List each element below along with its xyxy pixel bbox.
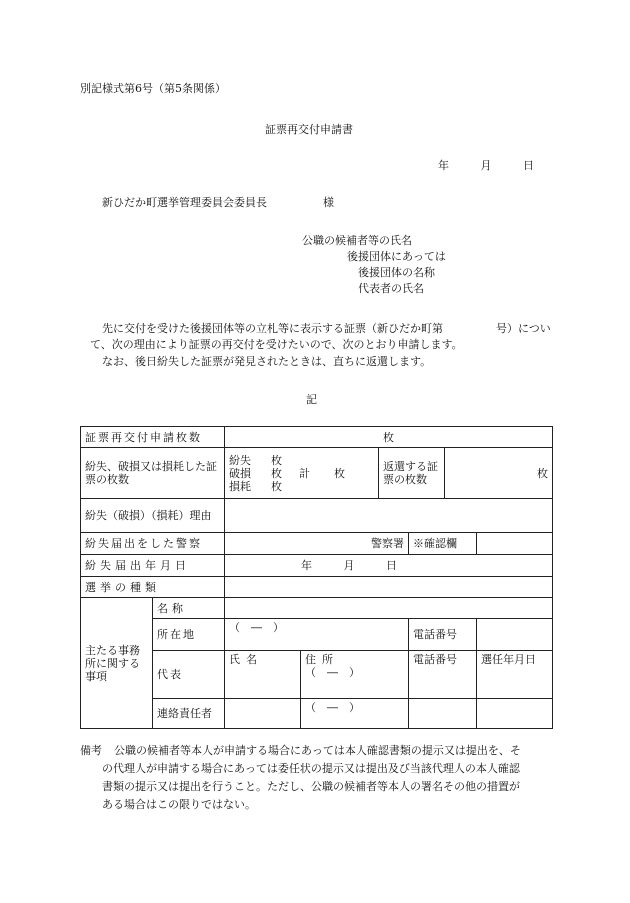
reason-value	[225, 499, 553, 533]
contact-address-paren: （ ― ）	[305, 701, 360, 714]
contact-name-value	[225, 699, 301, 729]
damaged-unit: 枚	[271, 466, 282, 480]
row-report-date	[81, 555, 553, 577]
row-election-type	[81, 577, 553, 598]
report-date-month: 月	[343, 559, 355, 572]
reissue-count-label: 証票再交付申請枚数	[81, 427, 225, 448]
election-type-value	[225, 577, 553, 598]
contact-extra-value	[477, 699, 553, 729]
body-para2: なお、後日紛失した証票が発見されたときは、直ちに返還します。	[102, 355, 432, 368]
row-reissue-count	[81, 427, 553, 448]
office-group-label: 主たる事務所に関する事項	[81, 598, 153, 729]
applicant-line1: 公職の候補者等の氏名	[302, 234, 412, 247]
reason-label: 紛失（破損）（損耗）理由	[81, 499, 225, 533]
report-date-label: 紛失届出年月日	[81, 555, 225, 577]
lost-label: 紛失	[229, 453, 251, 467]
damaged-label: 破損	[229, 466, 251, 480]
lost-unit: 枚	[271, 453, 282, 467]
total-unit: 枚	[334, 466, 345, 480]
date-day: 日	[523, 159, 534, 172]
police-label: 紛失届出をした警察	[81, 533, 225, 555]
office-address-label: 所在地	[153, 619, 225, 651]
date-line	[438, 157, 534, 173]
remarks-line3: 書類の提示又は提出を行うこと。ただし、公職の候補者等本人の署名その他の措置が	[102, 780, 520, 793]
return-count-label: 返還する証票の枚数	[379, 448, 445, 499]
applicant-line2: 後援団体にあっては	[347, 250, 446, 263]
report-date-day: 日	[386, 559, 397, 572]
confirm-label: ※確認欄	[409, 533, 477, 555]
rep-address-cell	[301, 651, 409, 699]
office-name-value	[225, 598, 553, 619]
rep-label: 代表	[153, 651, 225, 699]
election-type-label: 選挙の種類	[81, 577, 225, 598]
worn-unit: 枚	[271, 479, 282, 493]
row-lost-count	[81, 448, 553, 499]
office-name-label: 名称	[153, 598, 225, 619]
reissue-count-unit: 枚	[383, 430, 395, 444]
applicant-line4: 代表者の氏名	[358, 282, 424, 295]
rep-name-label: 氏名	[229, 653, 263, 666]
body-para1-part1: 先に交付を受けた後援団体等の立札等に表示する証票（新ひだか町第	[102, 322, 443, 335]
reissue-count-value	[225, 427, 553, 448]
document-title: 証票再交付申請書	[265, 123, 353, 136]
worn-label: 損耗	[229, 479, 251, 493]
total-label: 計	[299, 466, 310, 480]
return-count-unit: 枚	[537, 466, 549, 480]
contact-address-value	[301, 699, 409, 729]
remarks-line2: の代理人が申請する場合にあっては委任状の提示又は提出及び当該代理人の本人確認	[102, 762, 520, 775]
contact-label: 連絡責任者	[153, 699, 225, 729]
lost-count-label: 紛失、破損又は損耗した証票の枚数	[81, 448, 225, 499]
row-reason	[81, 499, 553, 533]
date-month: 月	[480, 159, 492, 172]
rep-appointed-label: 選任年月日	[477, 651, 553, 699]
ki-heading: 記	[306, 393, 317, 406]
report-date-value	[225, 555, 553, 577]
remarks-line4: ある場合はこの限りではない。	[102, 798, 256, 811]
office-address-paren: （ ― ）	[229, 621, 284, 634]
contact-phone-value	[409, 699, 477, 729]
confirm-value	[477, 533, 553, 555]
office-address-value	[225, 619, 409, 651]
applicant-line3: 後援団体の名称	[358, 266, 435, 279]
report-date-year: 年	[301, 559, 312, 572]
rep-address-label: 住所	[305, 653, 339, 666]
addressee-name: 新ひだか町選挙管理委員会委員長	[102, 196, 267, 209]
rep-phone-label: 電話番号	[409, 651, 477, 699]
lost-breakdown-cell	[225, 448, 379, 499]
form-number: 別記様式第6号（第5条関係）	[80, 82, 226, 95]
office-phone-label: 電話番号	[409, 619, 477, 651]
remarks-label: 備考	[80, 744, 102, 757]
date-year: 年	[438, 159, 449, 172]
application-table	[80, 426, 553, 729]
body-para1-part2: 号）につい	[496, 322, 551, 335]
police-value	[225, 533, 409, 555]
addressee-honorific: 様	[323, 196, 334, 209]
body-para1-line2: て、次の理由により証票の再交付を受けたいので、次のとおり申請します。	[90, 338, 463, 351]
return-count-value	[445, 448, 553, 499]
rep-name-cell	[225, 651, 301, 699]
office-phone-value	[477, 619, 553, 651]
police-suffix: 警察署	[371, 537, 404, 550]
remarks-line1: 公職の候補者等本人が申請する場合にあっては本人確認書類の提示又は提出を、そ	[114, 744, 521, 757]
rep-address-paren: （ ― ）	[305, 666, 360, 679]
row-police	[81, 533, 553, 555]
row-office-name	[81, 598, 553, 619]
